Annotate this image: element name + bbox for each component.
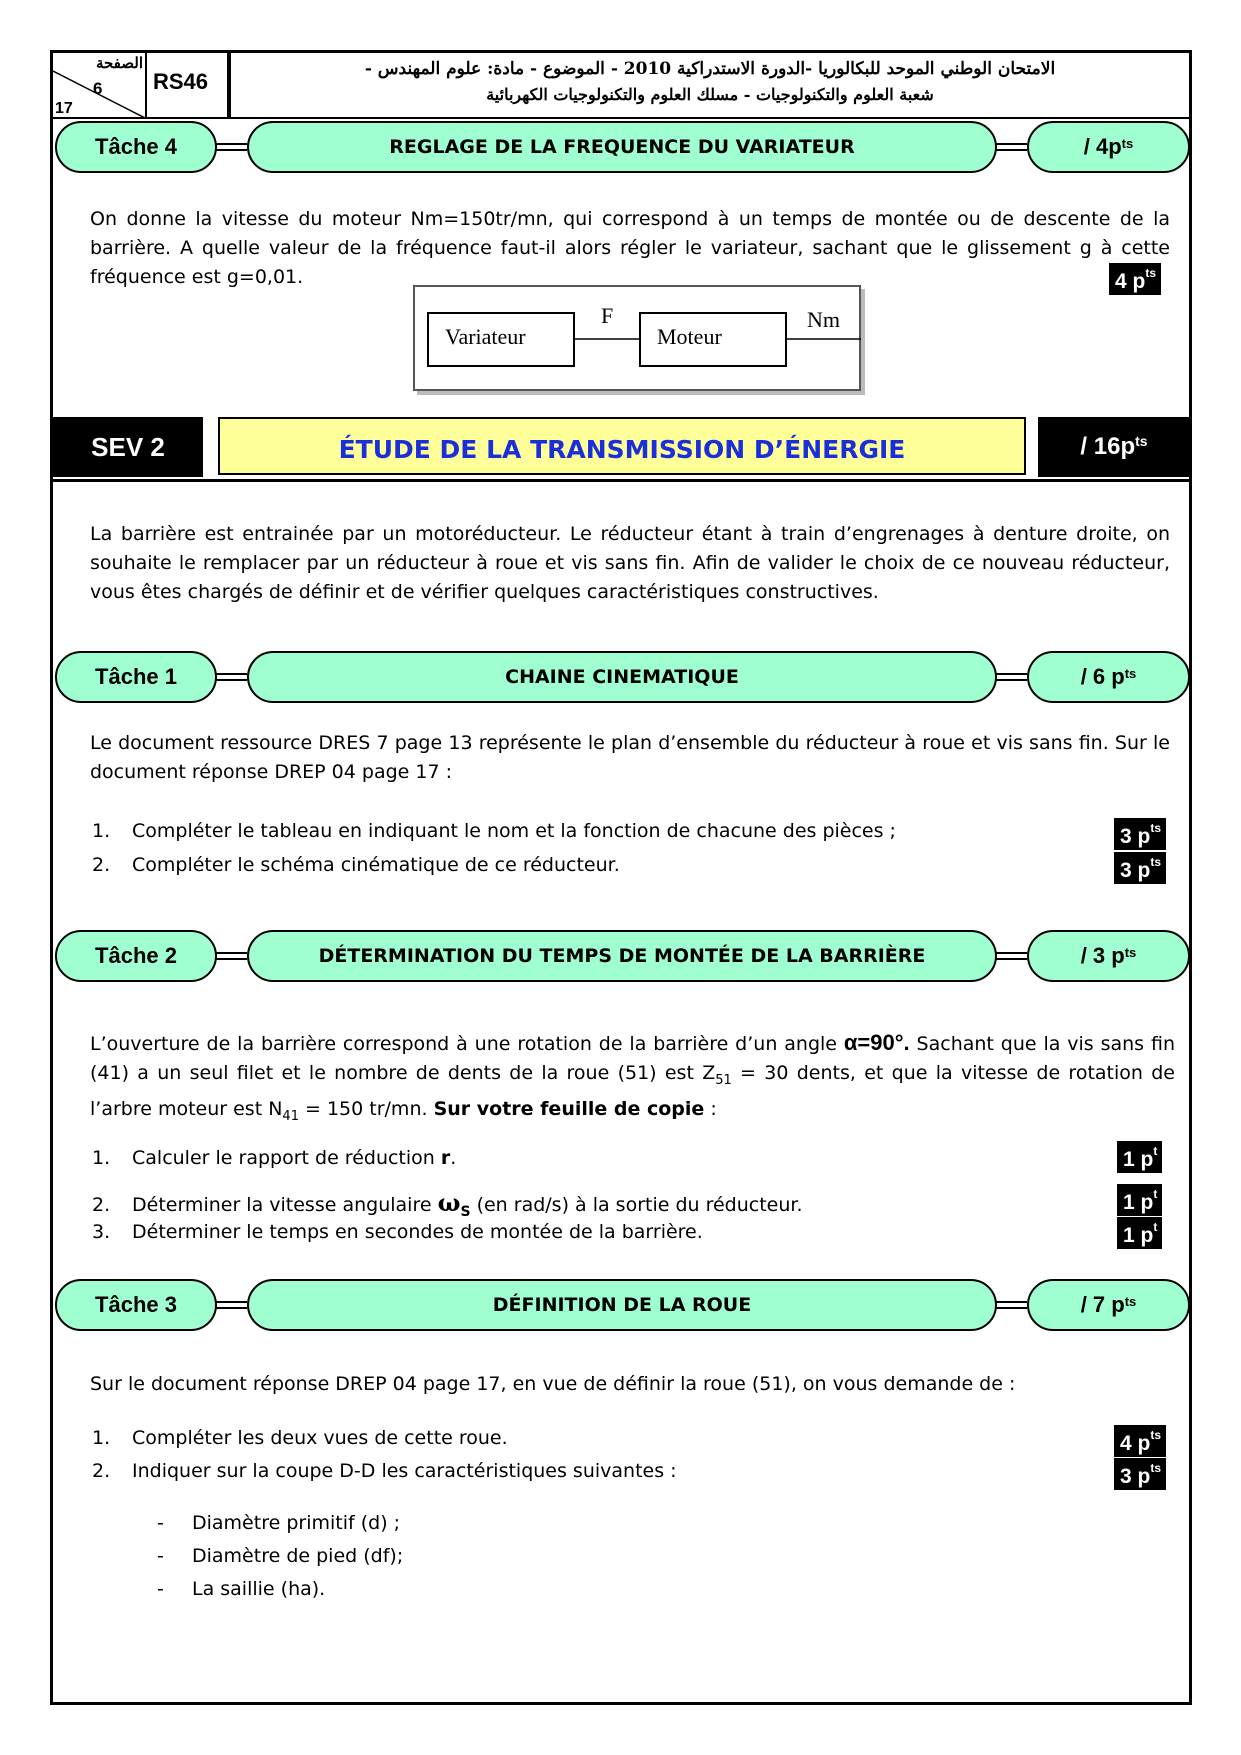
page-number-cell bbox=[53, 53, 147, 119]
connector bbox=[215, 673, 247, 681]
task2-label: Tâche 2 bbox=[55, 930, 217, 982]
label-f: F bbox=[601, 303, 614, 328]
list-item: 2. Compléter le schéma cinématique de ce réducteur. bbox=[92, 854, 620, 876]
connector bbox=[995, 143, 1027, 151]
task4-badge: 4 $p^{ts}$ bbox=[1109, 263, 1161, 295]
points-badge: 1 $p^t$ bbox=[1117, 1217, 1162, 1249]
task4-text: On donne la vitesse du moteur Nm=150tr/mn, qui correspond à un temps de montée ou de descente de la barrière. A quelle valeur de la fréquence faut-il alors régler le variateur, sachant que le glissement g à cette fréquence est g=0,01. bbox=[90, 208, 1170, 288]
sev2-label: SEV 2 bbox=[53, 417, 203, 477]
label-nm: Nm bbox=[807, 307, 840, 332]
list-item: 1. Compléter les deux vues de cette roue. bbox=[92, 1427, 508, 1449]
sev2-bar bbox=[53, 417, 1190, 479]
page-label: الصفحة bbox=[95, 54, 143, 72]
subject-code: RS46 bbox=[147, 53, 229, 119]
task3-label: Tâche 3 bbox=[55, 1279, 217, 1331]
list-item: 1. Compléter le tableau en indiquant le nom et la fonction de chacune des pièces ; bbox=[92, 820, 896, 842]
points-badge: 3 $p^{ts}$ bbox=[1114, 818, 1166, 850]
task1-label: Tâche 1 bbox=[55, 651, 217, 703]
task4-bar bbox=[55, 121, 1190, 175]
page-number: 6 bbox=[93, 79, 103, 98]
task2-title: DÉTERMINATION DU TEMPS DE MONTÉE DE LA BARRIÈRE bbox=[247, 930, 997, 982]
task2-points: / 3 p $^{ts}$ bbox=[1027, 930, 1190, 982]
bullet-item: - Diamètre primitif (d) ; bbox=[157, 1512, 401, 1534]
connector bbox=[215, 1301, 247, 1309]
variateur-box: Variateur bbox=[427, 312, 575, 367]
task4-points: / 4p $^{ts}$ bbox=[1027, 121, 1190, 173]
task1-title: CHAINE CINEMATIQUE bbox=[247, 651, 997, 703]
task3-points: / 7 p $^{ts}$ bbox=[1027, 1279, 1190, 1331]
points-badge: 1 $p^t$ bbox=[1117, 1184, 1162, 1216]
task1-points: / 6 p $^{ts}$ bbox=[1027, 651, 1190, 703]
points-badge: 4 $p^{ts}$ bbox=[1114, 1425, 1166, 1457]
page-total: 17 bbox=[55, 100, 73, 117]
task4-label: Tâche 4 bbox=[55, 121, 217, 173]
list-item: 2. Déterminer la vitesse angulaire $\omega_S$ (en rad/s) à la sortie du réducteur. bbox=[92, 1188, 803, 1220]
sev2-title: ÉTUDE DE LA TRANSMISSION D’ÉNERGIE bbox=[218, 417, 1026, 475]
exam-title-line1: الامتحان الوطني الموحد للبكالوريا -الدورة الاستدراكية 2010 - الموضوع - مادة: علوم المهندس - bbox=[364, 59, 1056, 79]
sev2-text: La barrière est entrainée par un motoréducteur. Le réducteur étant à train d’engrenages à denture droite, on souhaite le remplacer par un réducteur à roue et vis sans fin. Afin de valider le choix de ce nouveau réducteur, vous êtes chargés de définir et de vérifier quelques caractéristiques constructives. bbox=[90, 523, 1170, 603]
task3-text: Sur le document réponse DREP 04 page 17, en vue de définir la roue (51), on vous demande de : bbox=[90, 1373, 1016, 1395]
divider bbox=[53, 479, 1190, 482]
task1-text: Le document ressource DRES 7 page 13 représente le plan d’ensemble du réducteur à roue et vis sans fin. Sur le document réponse DREP 04 page 17 : bbox=[90, 732, 1170, 783]
moteur-box: Moteur bbox=[639, 312, 787, 367]
task4-title: REGLAGE DE LA FREQUENCE DU VARIATEUR bbox=[247, 121, 997, 173]
task1-bar bbox=[55, 651, 1190, 705]
task3-bar bbox=[55, 1279, 1190, 1333]
connector bbox=[215, 952, 247, 960]
list-item: 3. Déterminer le temps en secondes de montée de la barrière. bbox=[92, 1221, 703, 1243]
task3-title: DÉFINITION DE LA ROUE bbox=[247, 1279, 997, 1331]
exam-title-line2: شعبة العلوم والتكنولوجيات - مسلك العلوم والتكنولوجيات الكهربائية bbox=[486, 85, 934, 104]
connector bbox=[215, 143, 247, 151]
sev2-points: / 16p $^{ts}$ bbox=[1038, 417, 1190, 477]
diagram-links bbox=[415, 287, 863, 393]
bullet-item: - La saillie (ha). bbox=[157, 1578, 326, 1600]
connector bbox=[995, 952, 1027, 960]
connector bbox=[995, 1301, 1027, 1309]
points-badge: 3 $p^{ts}$ bbox=[1114, 1458, 1166, 1490]
points-badge: 3 $p^{ts}$ bbox=[1114, 852, 1166, 884]
list-item: 1. Calculer le rapport de réduction r. bbox=[92, 1147, 457, 1169]
block-diagram bbox=[413, 285, 861, 391]
points-badge: 1 $p^t$ bbox=[1117, 1141, 1162, 1173]
task2-text: L’ouverture de la barrière correspond à une rotation de la barrière d’un angle α=90°. Sachant que la vis sans fin (41) a un seul filet et le nombre de dents de la roue (51) est $Z_{51} = 30$ dents, et que la vitesse de rotation de l’arbre moteur est $N_{41} = 150$ tr/mn. Sur votre feuille de copie : bbox=[90, 1030, 1175, 1124]
task2-bar bbox=[55, 930, 1190, 984]
connector bbox=[995, 673, 1027, 681]
bullet-item: - Diamètre de pied (df); bbox=[157, 1545, 404, 1567]
list-item: 2. Indiquer sur la coupe D-D les caractéristiques suivantes : bbox=[92, 1460, 677, 1482]
exam-header bbox=[229, 53, 1189, 119]
